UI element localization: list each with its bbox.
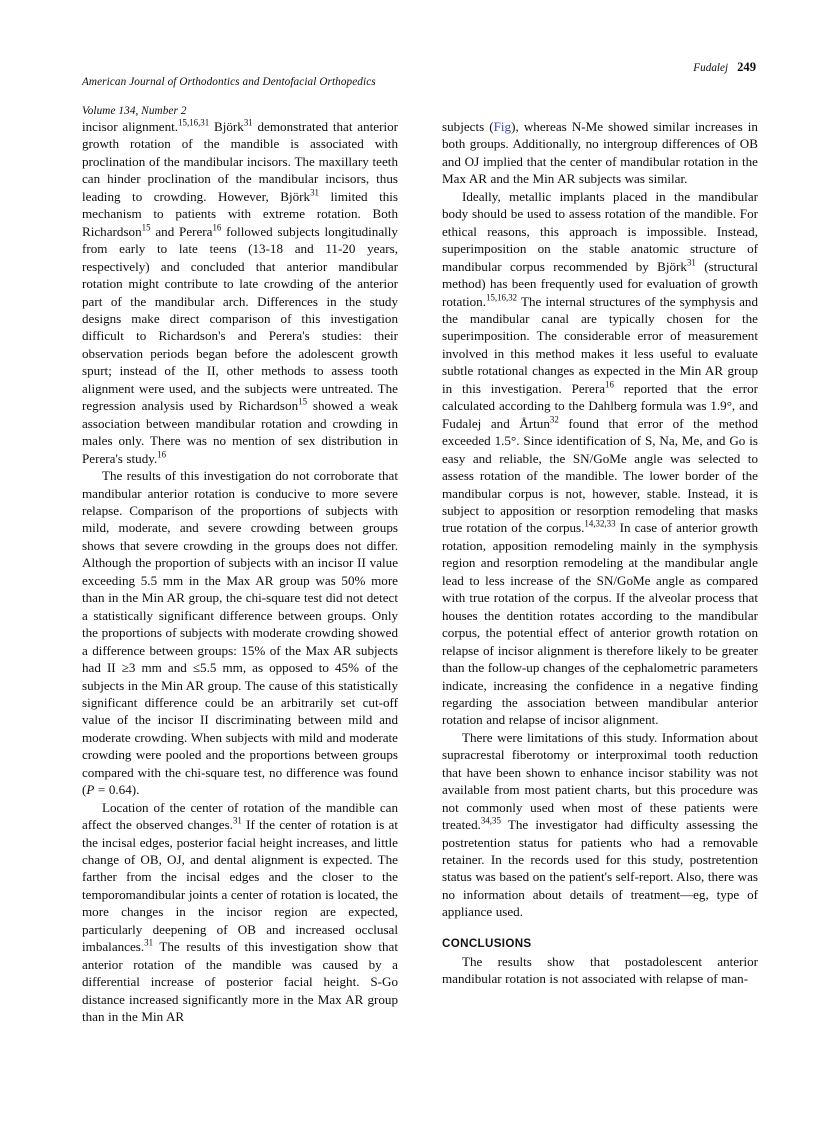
paragraph: The results of this investigation do not corroborate that mandibular anterior rotation is conducive to more severe relapse. Comparison of the proportions of subjects with mild, moderate, and severe crowding between groups shows that severe crowding in the groups does not differ. Although the proportion of subjects with an incisor II value exceeding 5.5 mm in the Max AR group was 50% more than in the Min AR group, the chi-square test did not detect a statistically significant difference between groups. Only the proportions of subjects with moderate crowding showed a difference between groups: 15% of the Max AR subjects had II ≥3 mm and ≤5.5 mm, as opposed to 45% of the subjects in the Min AR group. The cause of this statistically significant difference could be an arbitrarily set cut-off value of the incisor II discriminating between mild and moderate crowding. When subjects with mild and moderate crowding were pooled and the proportions between groups compared with the chi-square test, no difference was found (P = 0.64). (82, 468, 398, 798)
paragraph: Location of the center of rotation of the mandible can affect the observed changes.$^{31}$ If the center of rotation is at the incisal edges, posterior facial height increases, and little change of OB, OJ, and dental alignment is expected. The farther from the incisal edges and the closer to the temporomandibular joints a center of rotation is located, the more changes in the incisor region are expected, particularly deepening of OB and increased occlusal imbalances.$^{31}$ The results of this investigation show that anterior rotation of the mandible was caused by a differential increase of posterior facial height. S-Go distance increased significantly more in the Max AR group than in the Min AR (82, 799, 398, 1025)
section-heading-conclusions: CONCLUSIONS (442, 936, 532, 950)
running-head-right (693, 60, 756, 76)
right-column (442, 118, 758, 1058)
journal-volume-issue: Volume 134, Number 2 (82, 104, 187, 117)
left-column (82, 118, 398, 1058)
page-number: 249 (737, 60, 756, 74)
paragraph: There were limitations of this study. Information about supracrestal fiberotomy or interproximal tooth reduction that have been shown to enhance incisor stability was not available from most patient charts, but this procedure was not commonly used when most of these patients were treated.$^{34,35}$ The investigator had difficulty assessing the postretention status for patients who had a removable retainer. In the records used for this study, postretention status was based on the patient's self-report. Also, there was no information about details of treatment—eg, type of appliance used. (442, 729, 758, 920)
journal-title-block (82, 60, 376, 118)
paragraph: The results show that postadolescent anterior mandibular rotation is not associated with relapse of man- (442, 953, 758, 987)
journal-title: American Journal of Orthodontics and Dentofacial Orthopedics (82, 75, 376, 88)
author-name: Fudalej (693, 62, 729, 74)
article-body (82, 118, 758, 1058)
figure-cross-reference-link[interactable]: Fig (493, 119, 512, 134)
paragraph: Ideally, metallic implants placed in the mandibular body should be used to assess rotation of the mandible. For ethical reasons, this approach is impossible. Instead, superimposition on the stable anatomic structure of mandibular corpus recommended by Björk$^{31}$ (structural method) has been frequently used for evaluation of growth rotation.$^{15,16,32}$ The internal structures of the symphysis and the mandibular canal are typically chosen for the superimposition. The considerable error of measurement involved in this method makes it less useful to evaluate subtle rotational changes as expected in the Min AR group in this investigation. Perera$^{16}$ reported that the error calculated according to the Dahlberg formula was 1.9°, and Fudalej and Årtun$^{32}$ found that error of the method exceeded 1.5°. Since identification of S, Na, Me, and Go is easy and reliable, the SN/GoMe angle was selected to assess rotation of the mandible. The lower border of the mandibular corpus is not, however, stable. Instead, it is subject to apposition or resorption remodeling that masks true rotation of the corpus.$^{14,32,33}$ In case of anterior growth rotation, apposition remodeling mainly in the symphysis region and resorption remodeling at the mandibular angle lead to less increase of the SN/GoMe angle as compared with true rotation of the corpus. If the alveolar process that houses the dentition rotates according to the mandibular corpus, the potential effect of anterior growth rotation on relapse of incisor alignment is therefore likely to be greater than the follow-up changes of the cephalometric parameters indicate, increasing the confidence in a negative finding regarding the association between mandibular anterior rotation and relapse of incisor alignment. (442, 188, 759, 728)
paragraph: subjects (Fig), whereas N-Me showed similar increases in both groups. Additionally, no intergroup differences of OB and OJ implied that the center of mandibular rotation in the Max AR and the Min AR subjects was similar. (442, 119, 758, 187)
running-head (82, 60, 756, 118)
paragraph: incisor alignment.$^{15,16,31}$ Björk$^{31}$ demonstrated that anterior growth rotation of the mandible is associated with proclination of the mandibular incisors. The maxillary teeth can hinder proclination of the mandibular incisors, thus leading to crowding. However, Björk$^{31}$ limited this mechanism to patients with extreme rotation. Both Richardson$^{15}$ and Perera$^{16}$ followed subjects longitudinally from early to late teens (13-18 and 11-20 years, respectively) and concluded that anterior mandibular rotation might contribute to late crowding of the anterior part of the mandibular arch. Differences in the study designs make direct comparison of this investigation difficult to Richardson's and Perera's studies: their observation periods began before the adolescent growth spurt; instead of the II, other methods to assess tooth alignment were used, and the subjects were untreated. The regression analysis used by Richardson$^{15}$ showed a weak association between mandibular rotation and crowding in males only. There was no mention of sex distribution in Perera's study.$^{16}$ (82, 117, 398, 466)
